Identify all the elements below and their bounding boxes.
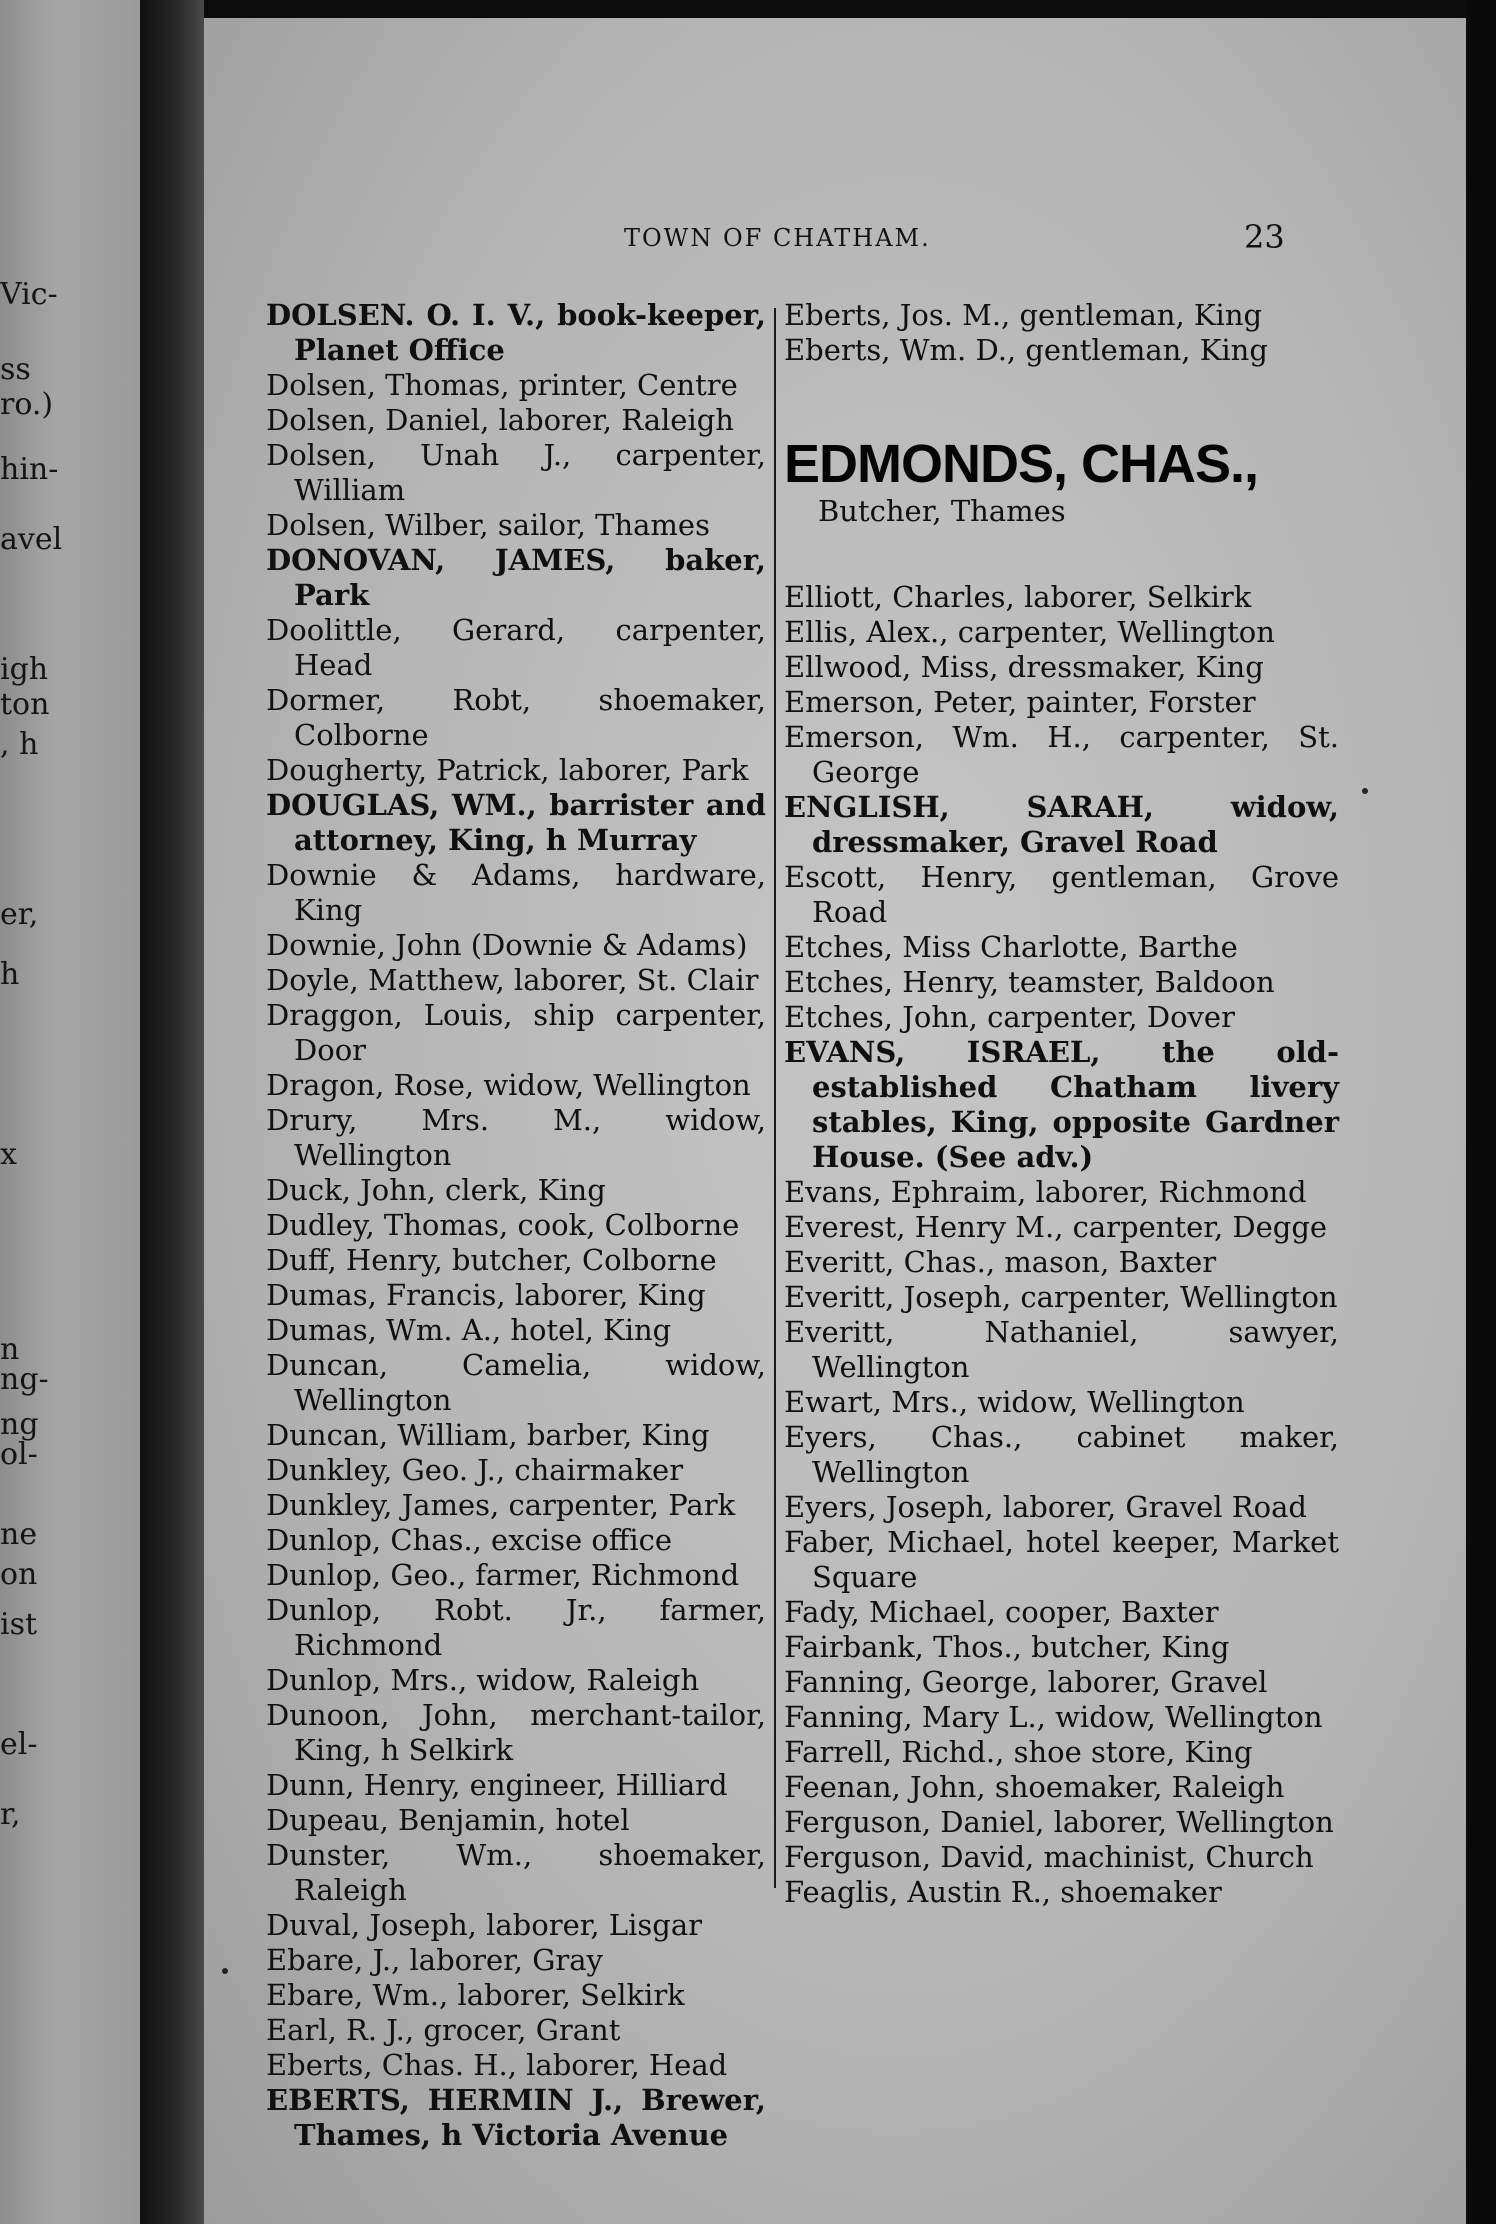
facing-page-fragment: ne xyxy=(0,1517,38,1552)
directory-entry: Ellis, Alex., carpenter, Wellington xyxy=(784,615,1275,649)
facing-page-fragment: n xyxy=(0,1332,20,1367)
directory-entry: Dunoon, John, merchant-tailor, King, h Selkirk xyxy=(266,1698,766,1767)
directory-entry: DOLSEN. O. I. V., book-keeper, Planet Office xyxy=(266,298,766,367)
directory-entry: Fady, Michael, cooper, Baxter xyxy=(784,1595,1219,1629)
facing-page-fragment: igh xyxy=(0,652,49,687)
directory-entry: Fanning, Mary L., widow, Wellington xyxy=(784,1700,1323,1734)
directory-entry: Dunster, Wm., shoemaker, Raleigh xyxy=(266,1838,766,1907)
directory-entry: Ebare, J., laborer, Gray xyxy=(266,1943,603,1977)
facing-page-fragment: Vic- xyxy=(0,277,58,312)
directory-entry: Drury, Mrs. M., widow, Wellington xyxy=(266,1103,766,1172)
directory-entry: Everitt, Nathaniel, sawyer, Wellington xyxy=(784,1315,1339,1384)
right-column xyxy=(784,298,1339,1910)
directory-entry: Escott, Henry, gentleman, Grove Road xyxy=(784,860,1339,929)
page-number: 23 xyxy=(1244,218,1285,256)
directory-entry: Everitt, Joseph, carpenter, Wellington xyxy=(784,1280,1338,1314)
directory-entry: Ferguson, David, machinist, Church xyxy=(784,1840,1314,1874)
directory-entry: Draggon, Louis, ship carpenter, Door xyxy=(266,998,766,1067)
facing-page-fragment: ss xyxy=(0,352,31,387)
directory-entry: Eyers, Chas., cabinet maker, Wellington xyxy=(784,1420,1339,1489)
directory-entry: Ferguson, Daniel, laborer, Wellington xyxy=(784,1805,1334,1839)
facing-page-fragment: ist xyxy=(0,1607,38,1642)
facing-page-fragment: ng xyxy=(0,1407,39,1442)
directory-entry: Eberts, Jos. M., gentleman, King xyxy=(784,298,1263,332)
directory-entry: Dolsen, Wilber, sailor, Thames xyxy=(266,508,710,542)
directory-entry: Dolsen, Unah J., carpenter, William xyxy=(266,438,766,507)
facing-page-fragment: h xyxy=(0,957,20,992)
directory-entry: Ellwood, Miss, dressmaker, King xyxy=(784,650,1264,684)
directory-entry: Doyle, Matthew, laborer, St. Clair xyxy=(266,963,759,997)
facing-page-fragment: ro.) xyxy=(0,387,54,422)
running-head xyxy=(204,218,1466,268)
facing-page-fragment: ol- xyxy=(0,1437,38,1472)
directory-entry: Evans, Ephraim, laborer, Richmond xyxy=(784,1175,1307,1209)
directory-entry: Dunkley, James, carpenter, Park xyxy=(266,1488,736,1522)
directory-entry: Dunlop, Geo., farmer, Richmond xyxy=(266,1558,740,1592)
directory-entry: EBERTS, HERMIN J., Brewer, Thames, h Victoria Avenue xyxy=(266,2083,766,2152)
directory-entry: Downie, John (Downie & Adams) xyxy=(266,928,748,962)
directory-entry: Elliott, Charles, laborer, Selkirk xyxy=(784,580,1252,614)
facing-page-fragment: hin- xyxy=(0,452,59,487)
directory-entry: EVANS, ISRAEL, the old-established Chatham livery stables, King, opposite Gardner House. (See adv.) xyxy=(784,1035,1339,1174)
directory-entry: Dougherty, Patrick, laborer, Park xyxy=(266,753,749,787)
facing-page-fragment: , h xyxy=(0,727,39,762)
directory-entry: Dolsen, Daniel, laborer, Raleigh xyxy=(266,403,734,437)
directory-entry: Dupeau, Benjamin, hotel xyxy=(266,1803,630,1837)
directory-entry: Dunlop, Mrs., widow, Raleigh xyxy=(266,1663,700,1697)
directory-entry: Dunlop, Chas., excise office xyxy=(266,1523,673,1557)
directory-entry: DOUGLAS, WM., barrister and attorney, King, h Murray xyxy=(266,788,766,857)
directory-entry: Feaglis, Austin R., shoemaker xyxy=(784,1875,1222,1909)
facing-page-fragment: r, xyxy=(0,1797,21,1832)
directory-entry: Ewart, Mrs., widow, Wellington xyxy=(784,1385,1245,1419)
directory-entry: Duck, John, clerk, King xyxy=(266,1173,606,1207)
ink-speck xyxy=(222,1968,228,1974)
directory-entry: Emerson, Peter, painter, Forster xyxy=(784,685,1256,719)
directory-entry: Duff, Henry, butcher, Colborne xyxy=(266,1243,717,1277)
facing-page-fragment: el- xyxy=(0,1727,38,1762)
directory-entry: Dudley, Thomas, cook, Colborne xyxy=(266,1208,740,1242)
directory-entry: Etches, Henry, teamster, Baldoon xyxy=(784,965,1275,999)
directory-entry: Fanning, George, laborer, Gravel xyxy=(784,1665,1268,1699)
facing-page-fragment: avel xyxy=(0,522,63,557)
facing-page-fragment: x xyxy=(0,1137,17,1172)
facing-page-fragment: ng- xyxy=(0,1362,49,1397)
directory-entry: Duncan, Camelia, widow, Wellington xyxy=(266,1348,766,1417)
advert-detail: Butcher, Thames xyxy=(818,494,1066,528)
directory-entry: Emerson, Wm. H., carpenter, St. George xyxy=(784,720,1339,789)
scan-border xyxy=(1466,0,1496,2224)
directory-entry: Dragon, Rose, widow, Wellington xyxy=(266,1068,751,1102)
facing-page-fragment: er, xyxy=(0,897,39,932)
advert-name: EDMONDS, CHAS., xyxy=(784,434,1259,494)
facing-page-edge xyxy=(0,0,140,2224)
directory-entry: Dunkley, Geo. J., chairmaker xyxy=(266,1453,684,1487)
directory-entry: Fairbank, Thos., butcher, King xyxy=(784,1630,1230,1664)
directory-entry: Doolittle, Gerard, carpenter, Head xyxy=(266,613,766,682)
directory-entry: Everitt, Chas., mason, Baxter xyxy=(784,1245,1217,1279)
directory-entry: Faber, Michael, hotel keeper, Market Square xyxy=(784,1525,1339,1594)
directory-page xyxy=(204,18,1466,2224)
facing-page-fragment: on xyxy=(0,1557,38,1592)
directory-entry: Dormer, Robt, shoemaker, Colborne xyxy=(266,683,766,752)
directory-entry: Ebare, Wm., laborer, Selkirk xyxy=(266,1978,685,2012)
directory-entry: Duncan, William, barber, King xyxy=(266,1418,710,1452)
directory-entry: Everest, Henry M., carpenter, Degge xyxy=(784,1210,1328,1244)
directory-entry: Farrell, Richd., shoe store, King xyxy=(784,1735,1253,1769)
directory-entry: Earl, R. J., grocer, Grant xyxy=(266,2013,621,2047)
left-column xyxy=(266,298,766,2153)
directory-entry: Dumas, Francis, laborer, King xyxy=(266,1278,706,1312)
directory-entry: Dumas, Wm. A., hotel, King xyxy=(266,1313,672,1347)
directory-entry: Etches, Miss Charlotte, Barthe xyxy=(784,930,1238,964)
directory-entry: Dunn, Henry, engineer, Hilliard xyxy=(266,1768,728,1802)
directory-entry: Eberts, Chas. H., laborer, Head xyxy=(266,2048,728,2082)
directory-entry: DONOVAN, JAMES, baker, Park xyxy=(266,543,766,612)
directory-entry: Duval, Joseph, laborer, Lisgar xyxy=(266,1908,702,1942)
facing-page-fragment: ton xyxy=(0,687,50,722)
directory-entry: Eyers, Joseph, laborer, Gravel Road xyxy=(784,1490,1307,1524)
directory-entry: Eberts, Wm. D., gentleman, King xyxy=(784,333,1268,367)
ink-speck xyxy=(1362,788,1368,794)
page-title: TOWN OF CHATHAM. xyxy=(624,224,931,252)
directory-entry: Dolsen, Thomas, printer, Centre xyxy=(266,368,738,402)
directory-entry: Dunlop, Robt. Jr., farmer, Richmond xyxy=(266,1593,766,1662)
directory-entry: Feenan, John, shoemaker, Raleigh xyxy=(784,1770,1285,1804)
book-gutter xyxy=(140,0,204,2224)
directory-entry: Downie & Adams, hardware, King xyxy=(266,858,766,927)
directory-entry: Etches, John, carpenter, Dover xyxy=(784,1000,1235,1034)
directory-entry: ENGLISH, SARAH, widow, dressmaker, Gravel Road xyxy=(784,790,1339,859)
column-divider xyxy=(774,308,776,1888)
